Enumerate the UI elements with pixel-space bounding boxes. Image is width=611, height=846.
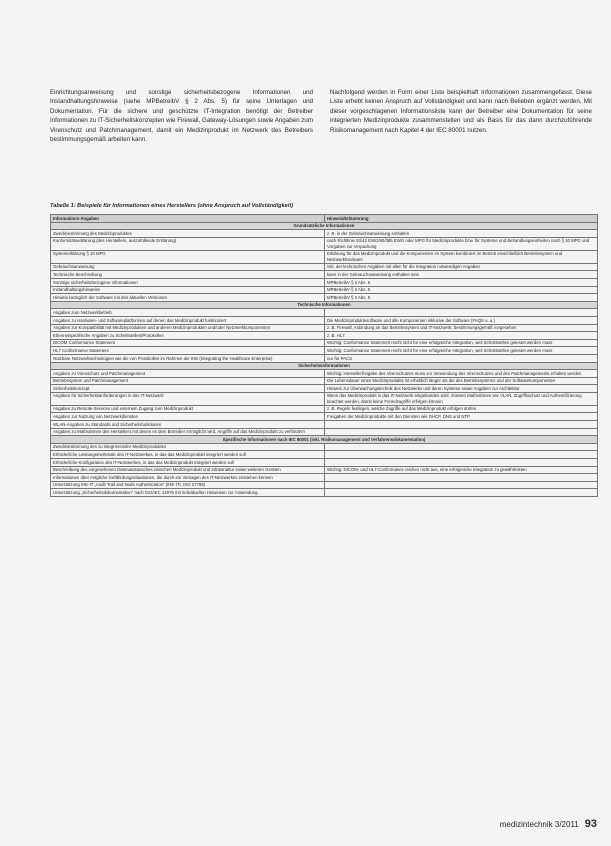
table-row (51, 286, 598, 294)
cell-note: Erklärung für das Medizinprodukt und die Komponenten im System kombiniert im Betrieb einschließlich Betriebssystem und Netzwerkhardware (325, 250, 598, 263)
cell-info: Hinweis bezüglich der Software mit den aktuellen Versionen (51, 294, 325, 302)
table-row (51, 271, 598, 279)
table-row (51, 377, 598, 385)
cell-info: Systemerklärung § 10 MPG (51, 250, 325, 263)
cell-note: Wenn das Medizinprodukt in das IT-Netzwerk eingebunden wird, müssen Maßnahmen wie VLAN, Zugriffsschutz und Authentifizierung beachtet werden, damit keine Fremdzugriffe erfolgen können (325, 392, 598, 405)
cell-info: Sicherheitskonzept (51, 385, 325, 393)
section-title: Grundsätzliche Informationen (51, 222, 598, 230)
cell-info: DICOM Conformance Statement (51, 339, 325, 347)
manufacturer-info-table (50, 214, 598, 497)
cell-info: Konformitätserklärung (des Herstellers, auszufüllende Erklärung) (51, 237, 325, 250)
table-row (51, 481, 598, 489)
cell-note: Hinweis zur Überwachungstechnik des Netzwerks und deren Systeme sowie Angaben zur Architektur (325, 385, 598, 393)
cell-note (325, 489, 598, 497)
table-row (51, 237, 598, 250)
cell-info: Zweckbestimmung des Medizinproduktes (51, 230, 325, 238)
cell-info: Nutzbare Netzwerktechnologien wie die von Protokollen im Rahmen der IHE (Integrating the Healthcare Enterprise) (51, 354, 325, 362)
cell-note: Die Medizinproduktesoftware und alle Komponenten inklusive der Software (FAQS u. a.) (325, 316, 598, 324)
table-caption: Tabelle 1: Beispiele für Informationen eines Herstellers (ohne Anspruch auf Vollständigkeit) (50, 203, 294, 209)
table-row (51, 385, 598, 393)
cell-info: Angaben zum Netzwerkbetrieb (51, 309, 325, 317)
table-body (51, 222, 598, 496)
cell-note (325, 309, 598, 317)
cell-note (325, 474, 598, 482)
cell-note: inkl. der technischen Angaben mit allen für die Integration notwendigen Angaben (325, 263, 598, 271)
cell-info: Angaben zu Hardware- und Softwareplattformen auf denen das Medizinprodukt funktioniert (51, 316, 325, 324)
table-row (51, 466, 598, 474)
cell-note: Wichtig: DICOM- und HL7-Conformance reichen nicht aus, eine erfolgreiche Integration zu gewährleisten (325, 466, 598, 474)
table-row (51, 309, 598, 317)
table-row (51, 354, 598, 362)
intro-right-column: Nachfolgend werden in Form einer Liste beispielhaft Informationen zusammengefasst. Diese Liste erhebt keinen Anspruch auf Vollständigkeit und kann nach Belieben ergänzt werden. Mit dieser vorgeschlagenen Informationsliste kann der Betreiber eine Dokumentation für seine integrierten Medizinprodukte zusammenstellen und als Basis für das dann durchzuführende Risikomanagement nach Kapitel 4 der IEC 80001 nutzen. (330, 89, 592, 134)
table-row (51, 421, 598, 429)
cell-info: Erforderliche Konfiguration des IT-Netzwerkes, in das das Medizinprodukt integriert werden soll (51, 459, 325, 467)
cell-note: nur für PACS (325, 354, 598, 362)
cell-info: WLAN-Angaben zu Standards und Sicherheitsfunktionen (51, 421, 325, 429)
section-header-row (51, 436, 598, 444)
table-header-row (51, 215, 598, 223)
cell-note: Freigaben der Medizinprodukte mit den Diensten wie DHCP, DNS und NTP (325, 413, 598, 421)
table-row (51, 250, 598, 263)
cell-info: Erforderliche Leistungsmerkmale des IT-Netzwerkes, in das das Medizinprodukt integriert werden soll (51, 451, 325, 459)
cell-info: Angaben zu Maßnahmen des Herstellers mit denen es dem Betreiber ermöglicht wird, Angriffe auf das Medizinprodukt zu verhindern (51, 428, 325, 436)
cell-info: Sonstige sicherheitsbezogene Informationen (51, 278, 325, 286)
cell-info: Technische Beschreibung (51, 271, 325, 279)
page-footer (500, 818, 597, 830)
table-row (51, 263, 598, 271)
cell-note: MPBetreibV § 2 Abs. 5 (325, 278, 598, 286)
section-header-row (51, 222, 598, 230)
table-row (51, 278, 598, 286)
cell-info: Gebrauchsanweisung (51, 263, 325, 271)
table-row (51, 370, 598, 378)
cell-note (325, 481, 598, 489)
section-header-row (51, 362, 598, 370)
cell-note: Wichtig: Conformance Statement reicht nicht für eine erfolgreiche Integration, weil Schnittstellen getestet werden muss (325, 339, 598, 347)
cell-note (325, 451, 598, 459)
header-info: Informations-Angaben (51, 215, 325, 223)
cell-note: MPBetreibV § 2 Abs. 5 (325, 294, 598, 302)
cell-info: Angaben für Sicherheitsanforderungen in das IT-Netzwerk (51, 392, 325, 405)
journal-name: medizintechnik 3/2011 (499, 820, 579, 829)
cell-info: Instandhaltungshinweise (51, 286, 325, 294)
section-title: Sicherheitsinformationen (51, 362, 598, 370)
cell-note: kann in der Gebrauchsanweisung enthalten sein (325, 271, 598, 279)
page-number: 93 (584, 818, 597, 830)
cell-note (325, 443, 598, 451)
table-row (51, 459, 598, 467)
cell-info: Informationen über mögliche Gefährdungssituationen, die durch ein Versagen des IT-Netzwerkes entstehen können (51, 474, 325, 482)
table-row (51, 339, 598, 347)
table-row (51, 413, 598, 421)
cell-info: Zweckbestimmung des zu integrierenden Medizinproduktes (51, 443, 325, 451)
table-row (51, 294, 598, 302)
table-row (51, 489, 598, 497)
cell-note: z. B. HL7 (325, 332, 598, 340)
cell-note (325, 421, 598, 429)
table-row (51, 451, 598, 459)
section-title: Technische Informationen (51, 301, 598, 309)
cell-info: Beschreibung des vorgesehenen Datenaustausches zwischen Medizinprodukt und Infrastruktur sowie weiteren Geräten (51, 466, 325, 474)
table-row (51, 332, 598, 340)
table-row (51, 392, 598, 405)
table-row (51, 347, 598, 355)
section-title: Spezifische Informationen nach IEC 80001 (inkl. Risikomanagement und Verfahrensdokumentation) (51, 436, 598, 444)
table-row (51, 474, 598, 482)
intro-left-column: Einrichtungsanweisung und sonstige sicherheitsbezogene Informationen und Instandhaltungshinweise (siehe MPBetreibV § 2 Abs. 5) für seine Unterlagen und Dokumentation. Für die sichere und geschützte IT-Integration benötigt der Betreiber Informationen zu IT-Sicherheitskonzepten wie Firewall, Gateway-Lösungen sowie Angaben zum Virenschutz und Patchmanagement, damit ein Medizinprodukt im Netzwerk des Betreibers bestimmungsgemäß arbeiten kann. (50, 89, 313, 144)
cell-info: Ethernetspezifische Angaben zu Schnittstellen/Protokollen (51, 332, 325, 340)
cell-note: MPBetreibV § 2 Abs. 5 (325, 286, 598, 294)
cell-info: Angaben zu Virenschutz und Patchmanagement (51, 370, 325, 378)
header-note: Hinweis/Erläuterung (325, 215, 598, 223)
cell-note (325, 459, 598, 467)
table-row (51, 324, 598, 332)
cell-info: Angaben zur Kompatibilität mit Medizinprodukten und anderen Medizinprodukten und/oder Netzwerkkomponenten (51, 324, 325, 332)
cell-info: Angaben zur Nutzung von Netzwerkdiensten (51, 413, 325, 421)
table-row (51, 316, 598, 324)
table-row (51, 230, 598, 238)
cell-note: z. B. Regeln festlegen, welche Zugriffe auf das Medizinprodukt erfolgen dürfen (325, 405, 598, 413)
cell-note: z. B. Firewall, Anbindung an das Betriebssystem und IT-Netzwerk, bestimmungsgemäß vorgesehen (325, 324, 598, 332)
cell-note: Die Lebensdauer eines Medizinprodukts ist erheblich länger als die des Betriebssystems und der Softwarekomponenten (325, 377, 598, 385)
cell-note: nach Richtlinie 93/42 EWG/90/385 EWG oder MPG für Medizinprodukte bzw. für Systeme und Behandlungseinheiten nach § 10 MPG und Vorgaben zur Verpackung (325, 237, 598, 250)
cell-info: Angaben zu Remote-Services und externem Zugang zum Medizinprodukt (51, 405, 325, 413)
cell-info: Unterstützung „Sicherheitsdokumentation“ nach ISO/IEC 14976 mit individuellen Hinweisen zur Anwendung (51, 489, 325, 497)
cell-info: HL7 Conformance Statement (51, 347, 325, 355)
cell-note: Wichtig: Herstellerfreigabe des Virenschutzes muss vor Verwendung des Virenschutzes und des Patchmanagements erhalten werden (325, 370, 598, 378)
section-header-row (51, 301, 598, 309)
table-row (51, 443, 598, 451)
cell-note: Wichtig: Conformance Statement reicht nicht für eine erfolgreiche Integration, weil Schnittstellen getestet werden muss (325, 347, 598, 355)
cell-note (325, 428, 598, 436)
table-row (51, 428, 598, 436)
cell-info: Unterstützung IHE-IT „Audit Trail and Node Authentication“ (IHE-ITI, ISO 27799) (51, 481, 325, 489)
cell-note: z. B. in der Gebrauchsanweisung enthalten (325, 230, 598, 238)
table-row (51, 405, 598, 413)
cell-info: Betriebssystem und Patchmanagement (51, 377, 325, 385)
